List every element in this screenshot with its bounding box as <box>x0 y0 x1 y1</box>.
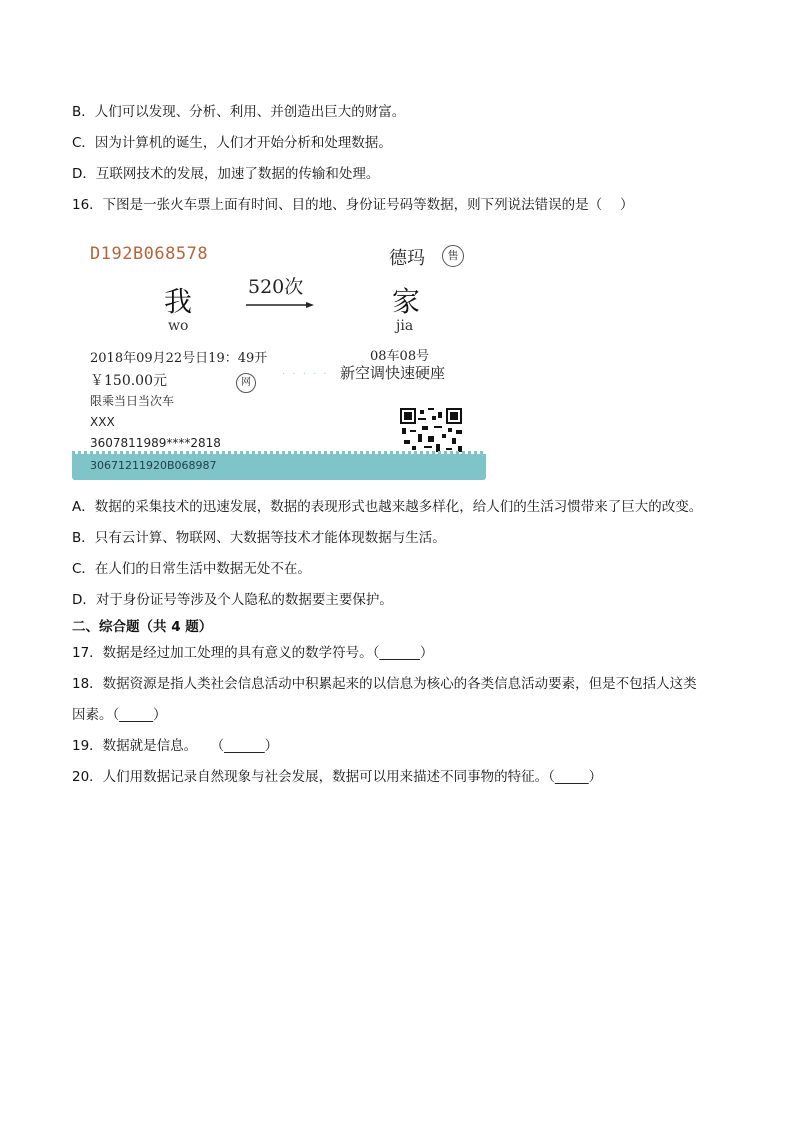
ticket-passenger: XXX <box>90 415 115 429</box>
ticket-train-number: 520次 <box>248 276 304 298</box>
ticket-limit: 限乘当日当次车 <box>90 394 175 408</box>
ticket-dots: · · · · · <box>282 369 329 380</box>
question-20: 20．人们用数据记录自然现象与社会发展，数据可以用来描述不同事物的特征。（_____） <box>72 769 603 785</box>
ticket-id-number: 3607811989****2818 <box>90 436 221 450</box>
line-c15: C．因为计算机的诞生，人们才开始分析和处理数据。 <box>72 135 392 151</box>
option-c16: C．在人们的日常生活中数据无处不在。 <box>72 561 311 577</box>
option-d16: D．对于身份证号等涉及个人隐私的数据要主要保护。 <box>72 592 393 608</box>
question-18-cont: 因素。（_____） <box>72 707 167 723</box>
train-ticket-image <box>72 232 486 482</box>
ticket-seat-class: 新空调快速硬座 <box>340 364 446 382</box>
question-17: 17．数据是经过加工处理的具有意义的数学符号。（______） <box>72 645 434 661</box>
ticket-datetime: 2018年09月22号日19：49开 <box>90 351 268 366</box>
ticket-to: 家 <box>392 285 421 318</box>
question-19: 19．数据就是信息。 （______） <box>72 738 279 754</box>
ticket-price: ￥150.00元 <box>90 373 167 389</box>
ticket-from-pinyin: wo <box>168 318 189 334</box>
arrow-right-icon <box>244 300 314 310</box>
ticket-code: 30671211920B068987 <box>90 459 217 472</box>
ticket-station: 德玛 <box>389 248 425 269</box>
option-a16: A．数据的采集技术的迅速发展，数据的表现形式也越来越多样化，给人们的生活习惯带来了巨大的改变。 <box>72 499 703 515</box>
ticket-sold-stamp: 售 <box>442 245 464 267</box>
question-16: 16．下图是一张火车票上面有时间、目的地、身份证号码等数据，则下列说法错误的是（ ） <box>72 197 634 213</box>
option-b16: B．只有云计算、物联网、大数据等技术才能体现数据与生活。 <box>72 530 446 546</box>
line-b15: B．人们可以发现、分析、利用、并创造出巨大的财富。 <box>72 104 406 120</box>
section-heading: 二、综合题（共 4 题） <box>72 619 213 635</box>
question-18: 18．数据资源是指人类社会信息活动中积累起来的以信息为核心的各类信息活动要素，但是不包括人这类 <box>72 676 697 692</box>
ticket-from: 我 <box>164 285 193 318</box>
ticket-serial: D192B068578 <box>90 244 209 264</box>
line-d15: D．互联网技术的发展，加速了数据的传输和处理。 <box>72 166 380 182</box>
ticket-net-stamp: 网 <box>236 373 256 393</box>
ticket-seat: 08车08号 <box>370 349 430 364</box>
ticket-to-pinyin: jia <box>396 318 414 334</box>
